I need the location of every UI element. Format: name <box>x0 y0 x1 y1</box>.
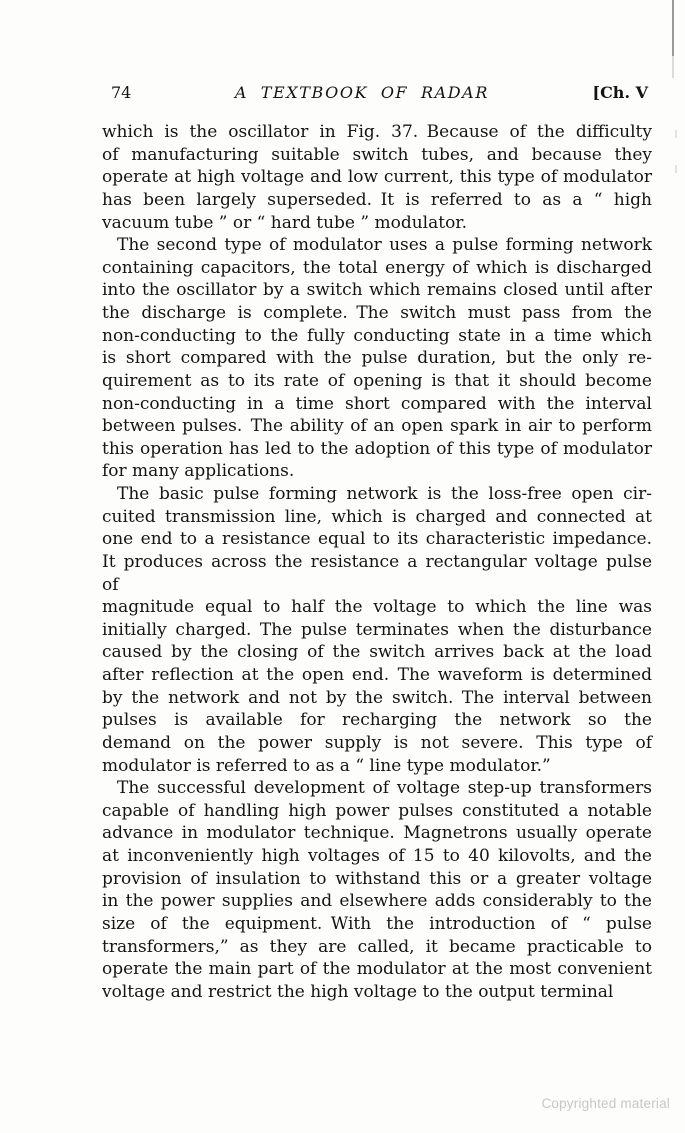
text-line: vacuum tube ” or “ hard tube ” modulator. <box>102 212 467 233</box>
text-line: operate at high voltage and low current, this type of modulator <box>102 167 652 188</box>
text-line: The second type of modulator uses a pulse forming network <box>117 235 652 256</box>
text-line: modulator is referred to as a “ line type modulator.” <box>102 755 551 776</box>
text-line: of manufacturing suitable switch tubes, and because they <box>102 144 652 165</box>
text-line: voltage and restrict the high voltage to the output terminal <box>102 981 614 1002</box>
page-number: 74 <box>111 83 132 102</box>
text-line: between pulses. The ability of an open spark in air to perform <box>102 416 652 437</box>
chapter-label: [Ch. V <box>592 83 648 102</box>
text-line: containing capacitors, the total energy of which is discharged <box>102 257 652 278</box>
text-line: cuited transmission line, which is charged and connected at <box>102 506 652 527</box>
text-line: this operation has led to the adoption of this type of modulator <box>102 438 652 459</box>
text-line: by the network and not by the switch. The interval between <box>102 687 652 708</box>
text-line: The basic pulse forming network is the loss-free open cir- <box>117 484 652 504</box>
text-line: pulses is available for recharging the network so the <box>102 710 652 731</box>
text-line: at inconveniently high voltages of 15 to 40 kilovolts, and the <box>102 846 652 866</box>
text-line: size of the equipment. With the introduction of “ pulse <box>102 913 652 934</box>
text-line: non-conducting in a time short compared with the interval <box>102 393 652 414</box>
scan-speck <box>675 165 677 173</box>
scan-edge-artifact <box>672 0 674 56</box>
text-line: transformers,” as they are called, it became practicable to <box>102 936 652 957</box>
text-line: advance in modulator technique. Magnetrons usually operate <box>102 823 652 844</box>
copyright-watermark: Copyrighted material <box>541 1096 670 1111</box>
text-line: has been largely superseded. It is referred to as a “ high <box>102 189 652 210</box>
text-line: It produces across the resistance a rectangular voltage pulse of <box>102 551 652 595</box>
text-line: magnitude equal to half the voltage to which the line was <box>102 597 652 618</box>
text-line: in the power supplies and elsewhere adds considerably to the <box>102 891 652 912</box>
text-line: initially charged. The pulse terminates when the disturbance <box>102 619 652 640</box>
text-line: after reflection at the open end. The waveform is determined <box>102 665 652 685</box>
scan-edge-artifact-faint <box>672 56 674 78</box>
text-line: demand on the power supply is not severe. This type of <box>102 732 652 753</box>
text-line: caused by the closing of the switch arrives back at the load <box>102 642 652 663</box>
text-line: is short compared with the pulse duration, but the only re- <box>102 348 652 369</box>
scan-speck <box>675 130 677 138</box>
body-text <box>102 121 652 1003</box>
text-line: non-conducting to the fully conducting state in a time which <box>102 325 652 346</box>
text-line: operate the main part of the modulator at the most convenient <box>102 959 652 980</box>
text-line: provision of insulation to withstand this or a greater voltage <box>102 868 652 889</box>
running-title: A TEXTBOOK OF RADAR <box>234 83 489 102</box>
text-line: The successful development of voltage step-up transformers <box>117 778 652 799</box>
text-line: capable of handling high power pulses constituted a notable <box>102 800 652 821</box>
text-line: one end to a resistance equal to its characteristic impedance. <box>102 529 652 550</box>
text-line: into the oscillator by a switch which remains closed until after <box>102 280 652 301</box>
page-header <box>111 84 648 102</box>
text-line: which is the oscillator in Fig. 37. Because of the difficulty <box>102 122 652 142</box>
text-line: for many applications. <box>102 461 295 482</box>
text-line: the discharge is complete. The switch must pass from the <box>102 303 652 323</box>
text-line: quirement as to its rate of opening is that it should become <box>102 370 652 391</box>
